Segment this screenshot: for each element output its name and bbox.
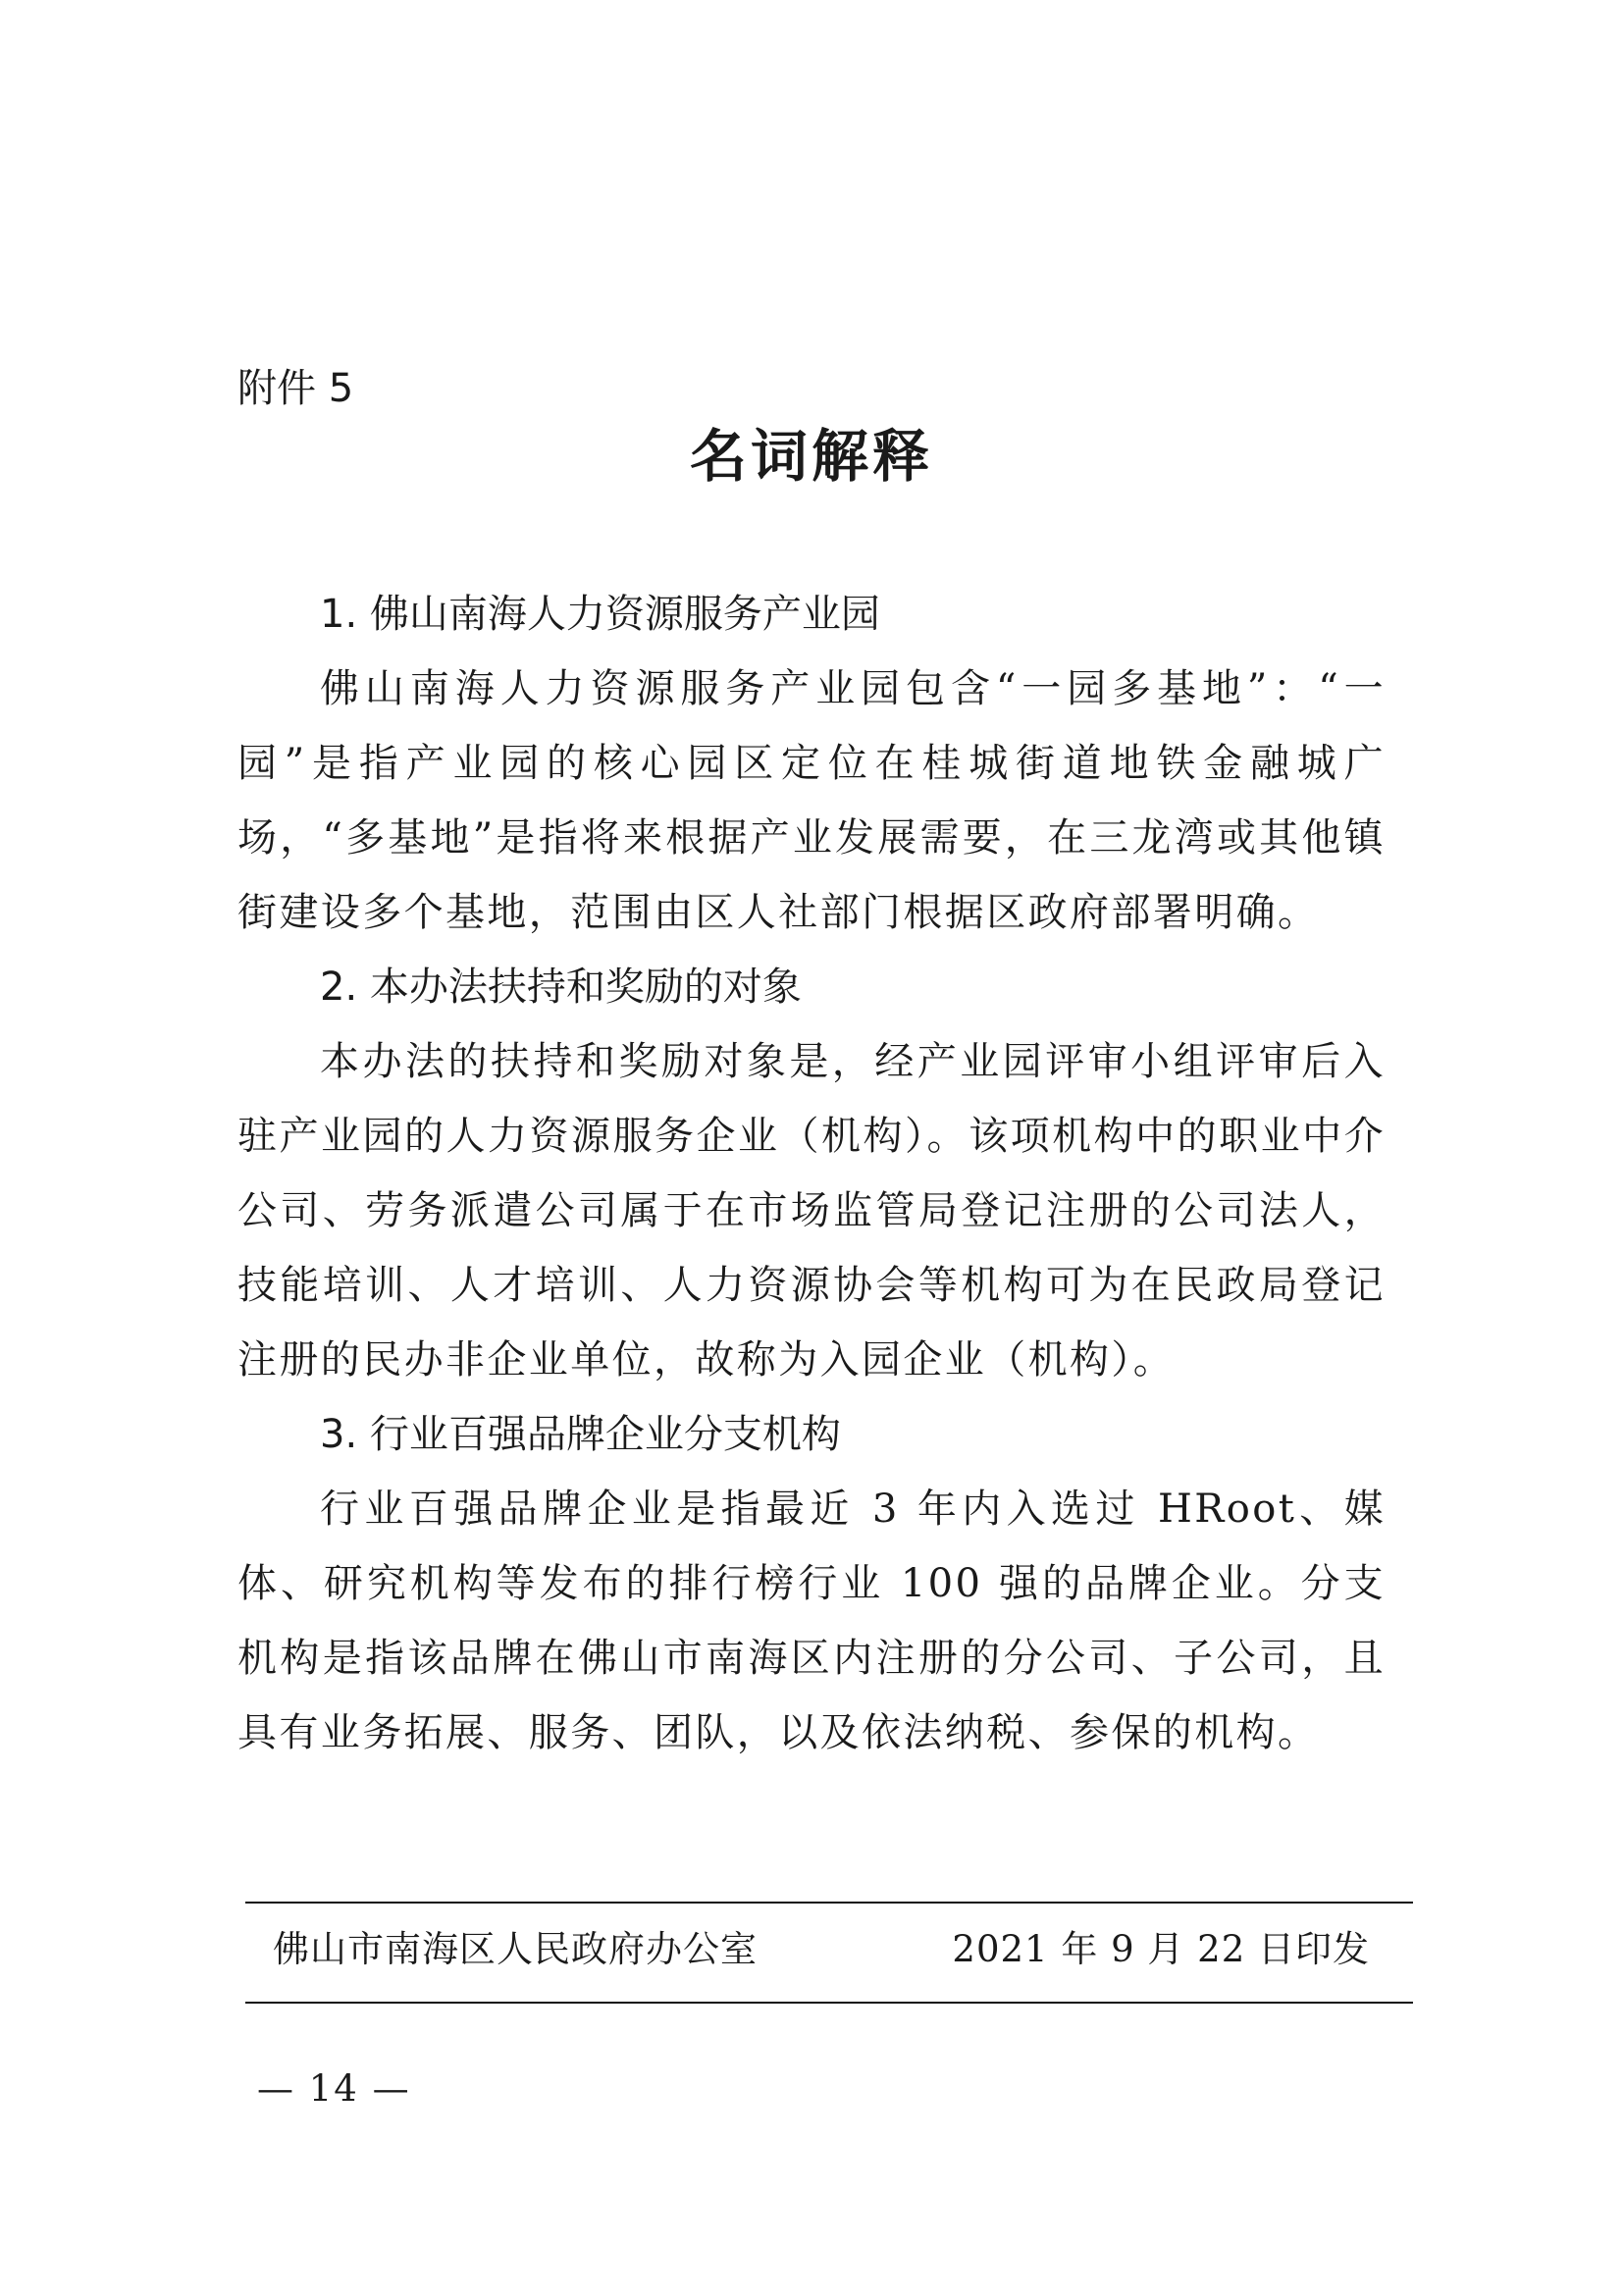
section-heading: 1. 佛山南海人力资源服务产业园 — [320, 592, 880, 637]
page-number: — 14 — — [257, 2067, 411, 2110]
section-paragraph: 行业百强品牌企业是指最近 3 年内入选过 HRoot、媒体、研究机构等发布的排行榜行业 100 强的品牌企业。分支机构是指该品牌在佛山市南海区内注册的分公司、子公司，且具有业务拓展、服务、团队，以及依法纳税、参保的机构。 — [237, 1487, 1387, 1755]
footer-issue-date: 2021 年 9 月 22 日印发 — [952, 1928, 1370, 1970]
section-1 — [237, 577, 1386, 950]
footer-bottom-rule — [245, 2002, 1413, 2004]
attachment-label: 附件 5 — [237, 366, 354, 411]
page-title: 名词解释 — [689, 423, 933, 490]
section-3 — [237, 1397, 1386, 1770]
document-body — [237, 577, 1386, 1770]
section-heading: 2. 本办法扶持和奖励的对象 — [320, 965, 802, 1010]
section-paragraph: 佛山南海人力资源服务产业园包含“一园多基地”：“一园”是指产业园的核心园区定位在桂城街道地铁金融城广场，“多基地”是指将来根据产业发展需要，在三龙湾或其他镇街建设多个基地，范围由区人社部门根据区政府部署明确。 — [237, 666, 1386, 935]
section-2 — [237, 950, 1386, 1397]
section-paragraph: 本办法的扶持和奖励对象是，经产业园评审小组评审后入驻产业园的人力资源服务企业（机构）。该项机构中的职业中介公司、劳务派遣公司属于在市场监管局登记注册的公司法人，技能培训、人才培训、人力资源协会等机构可为在民政局登记注册的民办非企业单位，故称为入园企业（机构）。 — [237, 1039, 1386, 1383]
section-heading: 3. 行业百强品牌企业分支机构 — [320, 1412, 841, 1457]
footer-top-rule — [245, 1902, 1413, 1904]
footer-issuer: 佛山市南海区人民政府办公室 — [273, 1928, 758, 1970]
